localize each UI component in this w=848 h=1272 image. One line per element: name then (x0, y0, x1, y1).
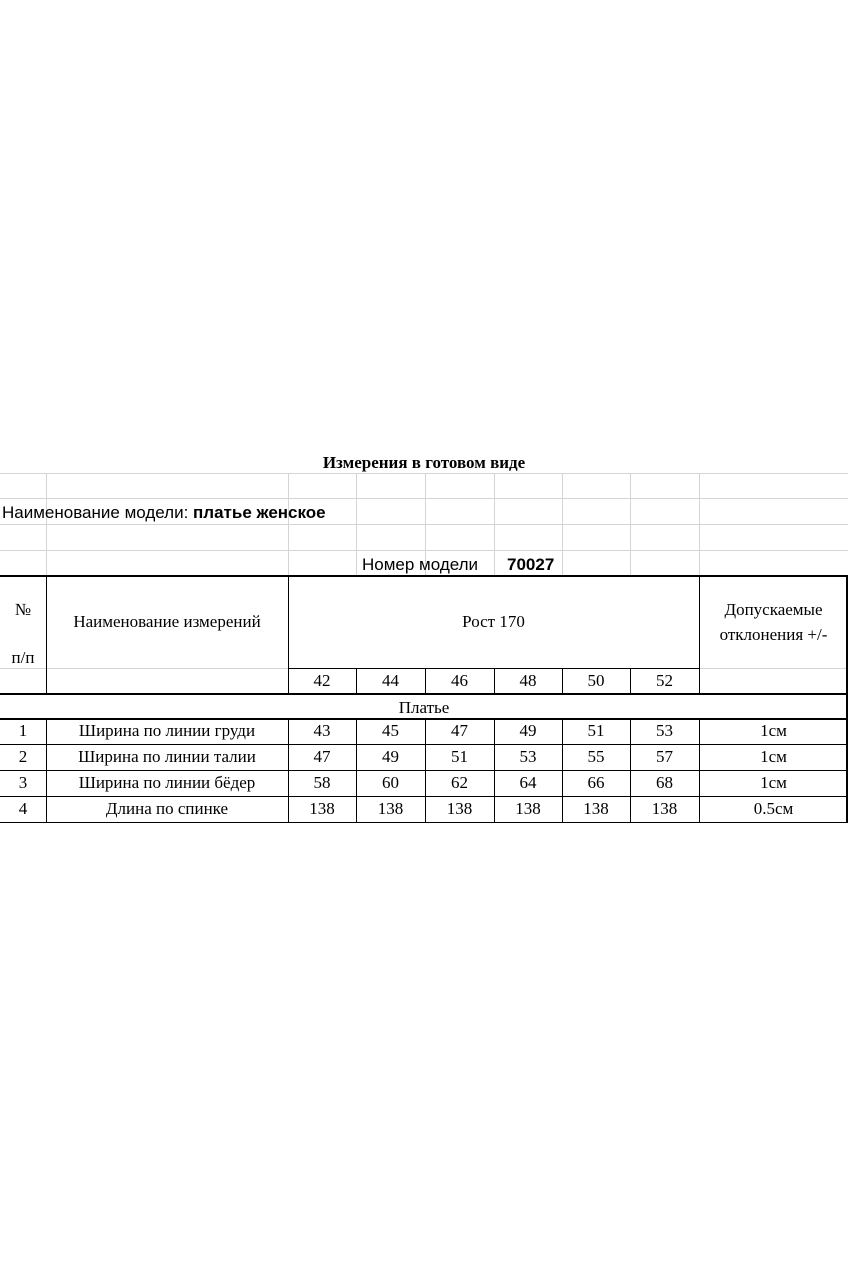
sheet-title: Измерения в готовом виде (322, 453, 526, 472)
row-value: 68 (656, 773, 673, 792)
row-tolerance: 1см (760, 721, 787, 740)
row-measure-name: Ширина по линии бёдер (78, 773, 256, 792)
row-value: 43 (313, 721, 331, 740)
row-value: 138 (583, 799, 609, 818)
grid-line (356, 473, 357, 575)
grid-line (0, 744, 848, 745)
row-value: 49 (519, 721, 537, 740)
size-header-cell: 46 (451, 671, 468, 690)
row-number: 2 (18, 747, 28, 766)
row-value: 138 (377, 799, 404, 818)
row-value: 47 (451, 721, 468, 740)
header-height: Рост 170 (462, 612, 525, 631)
size-header-cell: 50 (587, 671, 605, 690)
size-header-cell: 42 (313, 671, 331, 690)
header-measure-name: Наименование измерений (73, 612, 261, 631)
grid-line (0, 770, 848, 771)
row-value: 49 (382, 747, 399, 766)
grid-line (0, 550, 848, 551)
model-number-value: 70027 (507, 555, 555, 574)
grid-line (0, 796, 848, 797)
grid-line (0, 473, 848, 474)
row-value: 51 (451, 747, 468, 766)
row-measure-name: Ширина по линии талии (78, 747, 256, 766)
row-value: 55 (587, 747, 605, 766)
header-tolerance-line2: отклонения +/- (719, 625, 828, 644)
header-num-sub: п/п (11, 648, 35, 667)
row-tolerance: 1см (760, 773, 787, 792)
grid-line (0, 498, 848, 499)
grid-line (46, 473, 47, 575)
row-value: 66 (587, 773, 605, 792)
header-tolerance-line1: Допускаемые (724, 600, 823, 619)
grid-line (494, 473, 495, 575)
grid-line (0, 668, 46, 669)
row-measure-name: Ширина по линии груди (78, 721, 256, 740)
row-value: 47 (313, 747, 331, 766)
row-value: 138 (651, 799, 678, 818)
model-name-value: платье женское (193, 503, 326, 522)
row-value: 62 (451, 773, 468, 792)
row-value: 138 (309, 799, 335, 818)
model-name-label (2, 503, 326, 523)
row-number: 4 (18, 799, 28, 818)
grid-line (0, 575, 848, 577)
row-value: 51 (587, 721, 605, 740)
row-number: 3 (18, 773, 28, 792)
row-number: 1 (18, 721, 28, 740)
grid-line (562, 473, 563, 575)
row-tolerance: 0.5см (753, 799, 794, 818)
grid-line (46, 575, 47, 693)
size-header-cell: 44 (382, 671, 399, 690)
model-number-label: Номер модели (362, 555, 479, 574)
row-value: 60 (382, 773, 399, 792)
grid-line (630, 473, 631, 575)
row-value: 53 (656, 721, 673, 740)
row-value: 138 (446, 799, 473, 818)
model-name-label-text: Наименование модели: (2, 503, 189, 522)
row-measure-name: Длина по спинке (105, 799, 229, 818)
row-value: 45 (382, 721, 399, 740)
grid-line (288, 473, 289, 575)
row-value: 58 (313, 773, 331, 792)
header-num-symbol: № (14, 600, 32, 619)
row-value: 57 (656, 747, 673, 766)
size-header-cell: 48 (519, 671, 537, 690)
grid-line (0, 524, 848, 525)
row-tolerance: 1см (760, 747, 787, 766)
grid-line (699, 473, 700, 575)
grid-line (46, 668, 288, 669)
row-value: 64 (519, 773, 537, 792)
section-label: Платье (398, 698, 450, 717)
size-header-cell: 52 (656, 671, 673, 690)
grid-line (0, 822, 848, 823)
grid-line (0, 693, 848, 695)
grid-line (0, 718, 848, 720)
row-value: 138 (515, 799, 541, 818)
grid-line (699, 668, 848, 669)
row-value: 53 (519, 747, 537, 766)
